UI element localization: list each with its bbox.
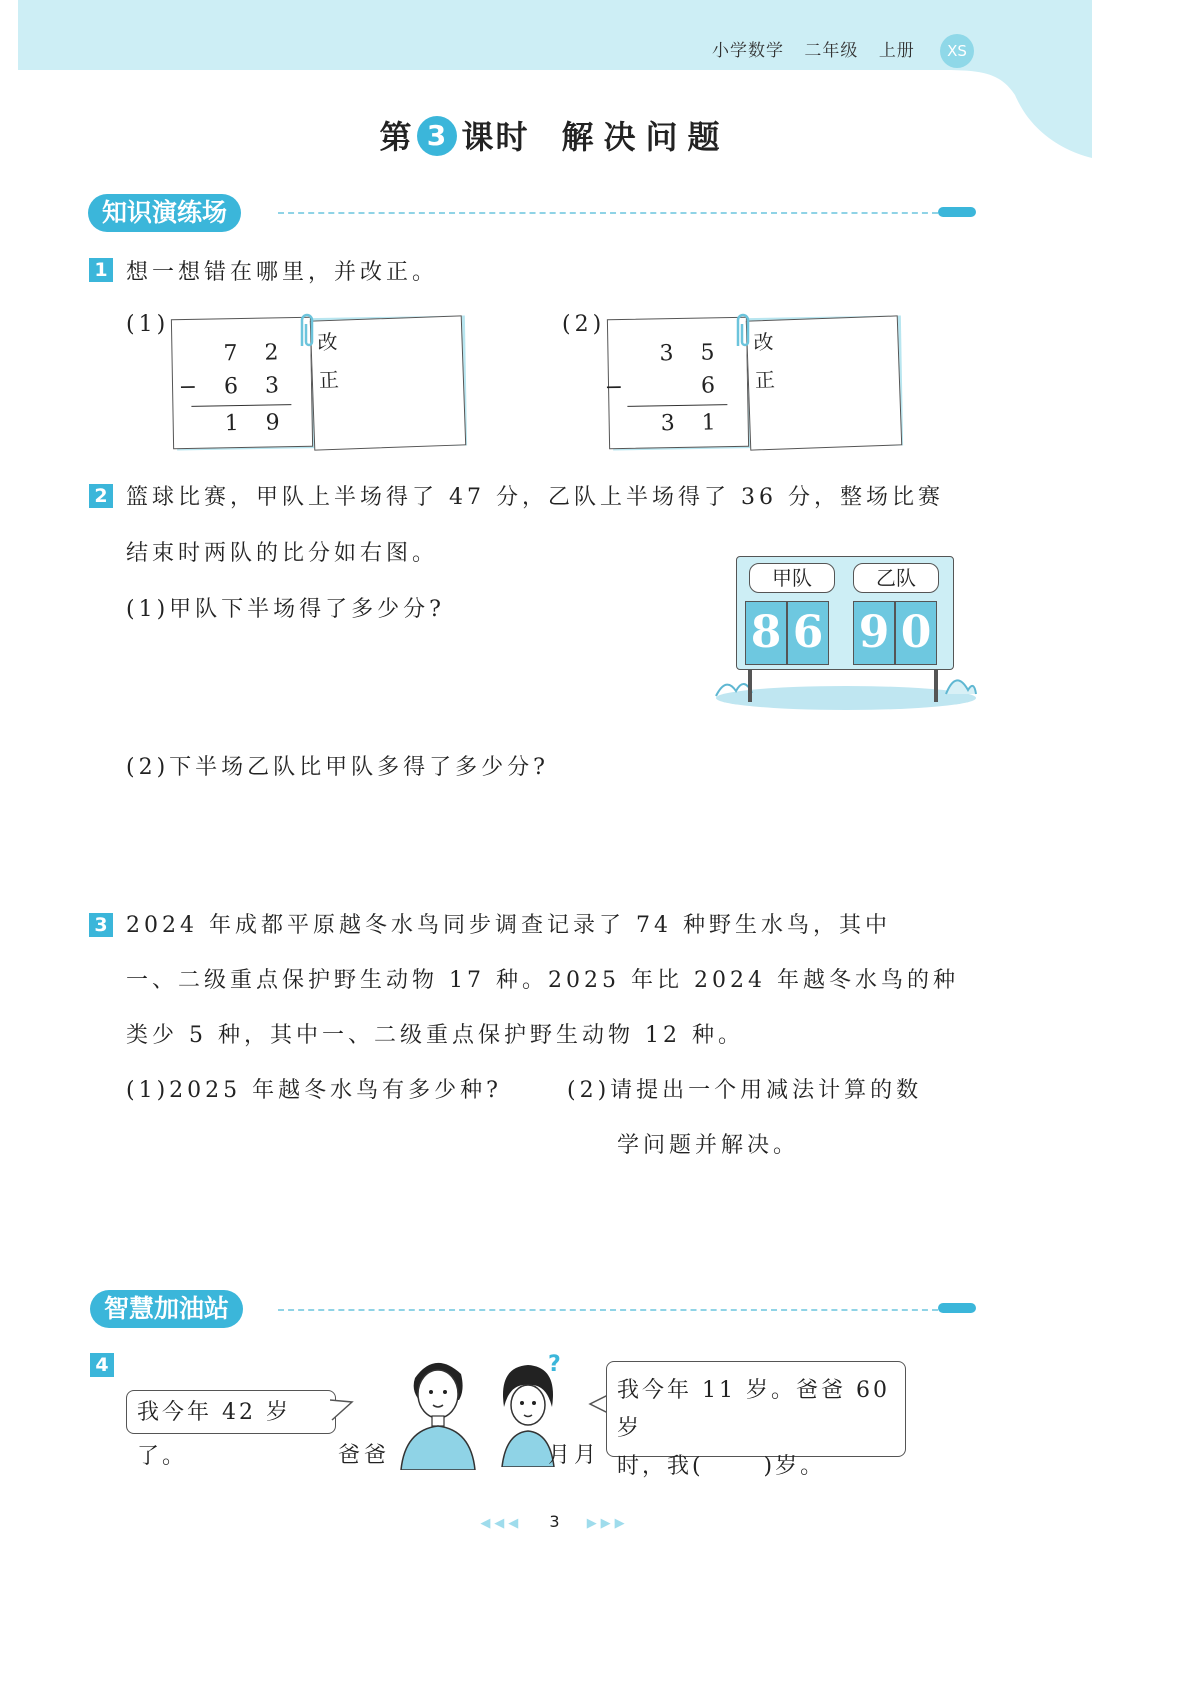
lesson-prefix: 第 bbox=[379, 118, 414, 156]
score-digit: 9 bbox=[853, 601, 895, 665]
lesson-title bbox=[0, 112, 1109, 159]
question-number-4: 4 bbox=[90, 1353, 114, 1377]
team-a-label: 甲队 bbox=[749, 563, 835, 593]
q1-part1-label: (1) bbox=[126, 312, 170, 337]
calc-subtrahend: − 6 3 bbox=[178, 373, 290, 401]
team-b-label: 乙队 bbox=[853, 563, 939, 593]
fix-label-2: 正 bbox=[754, 367, 776, 393]
question-3-sub-1: (1)2025 年越冬水鸟有多少种? bbox=[126, 1078, 502, 1103]
girl-speech-bubble bbox=[606, 1361, 906, 1479]
score-digit: 0 bbox=[895, 601, 937, 665]
question-number-1: 1 bbox=[89, 258, 113, 282]
section-divider bbox=[278, 212, 938, 214]
girl-speech-line-2[interactable]: 时，我( )岁。 bbox=[617, 1454, 826, 1479]
wrong-calc-card bbox=[171, 317, 313, 449]
next-arrows-icon: ▶▶▶ bbox=[586, 1516, 629, 1531]
bubble-tail-icon bbox=[330, 1398, 354, 1424]
fix-label-1: 改 bbox=[317, 329, 338, 355]
pen-icon bbox=[938, 1303, 976, 1313]
question-number-2: 2 bbox=[89, 484, 113, 508]
q1-part1-card bbox=[172, 312, 472, 457]
prev-arrows-icon: ◀◀◀ bbox=[480, 1516, 523, 1531]
pen-icon bbox=[938, 207, 976, 217]
page-footer bbox=[0, 1512, 1109, 1531]
book-info bbox=[712, 36, 915, 61]
fix-label-1: 改 bbox=[753, 329, 774, 355]
section-challenge-title: 智慧加油站 bbox=[90, 1290, 243, 1328]
question-mark-icon: ? bbox=[548, 1352, 561, 1377]
calc-minuend: 7 2 bbox=[223, 340, 289, 367]
question-2-line-1: 篮球比赛，甲队上半场得了 47 分，乙队上半场得了 36 分，整场比赛 bbox=[126, 485, 944, 510]
scoreboard bbox=[706, 556, 978, 716]
lesson-suffix: 课时 bbox=[461, 118, 530, 156]
calc-line bbox=[627, 404, 727, 407]
dad-speech-bubble bbox=[126, 1390, 336, 1469]
girl-label: 月月 bbox=[548, 1443, 601, 1468]
score-digit: 8 bbox=[745, 601, 787, 665]
question-2-line-2: 结束时两队的比分如右图。 bbox=[126, 541, 439, 566]
score-digit: 6 bbox=[787, 601, 829, 665]
wrong-calc-card bbox=[604, 317, 749, 449]
lesson-number-badge: 3 bbox=[417, 116, 457, 156]
question-2-sub-2: (2)下半场乙队比甲队多得了多少分? bbox=[126, 755, 549, 780]
q1-part2-label: (2) bbox=[562, 312, 606, 337]
lesson-topic: 解决问题 bbox=[561, 118, 730, 156]
correction-card[interactable] bbox=[746, 315, 902, 450]
calc-result: 1 9 bbox=[224, 410, 290, 437]
board-panel bbox=[736, 556, 954, 670]
correction-card[interactable] bbox=[310, 315, 466, 450]
calc-minuend: 3 5 bbox=[659, 340, 725, 367]
dad-speech-text: 我今年 42 岁了。 bbox=[137, 1400, 291, 1469]
question-3-line-1: 2024 年成都平原越冬水鸟同步调查记录了 74 种野生水鸟，其中 bbox=[126, 913, 891, 938]
girl-speech-line-1: 我今年 11 岁。爸爸 60 岁 bbox=[617, 1378, 890, 1441]
calc-result: 3 1 bbox=[660, 410, 726, 437]
q1-part2-card bbox=[604, 312, 908, 457]
paperclip-icon bbox=[294, 312, 318, 350]
question-1-text: 想一想错在哪里，并改正。 bbox=[126, 260, 439, 285]
volume-label: 上册 bbox=[878, 41, 915, 61]
question-number-3: 3 bbox=[89, 913, 113, 937]
paperclip-icon bbox=[730, 312, 754, 350]
calc-line bbox=[191, 404, 291, 407]
calc-subtrahend: − 6 bbox=[604, 373, 726, 401]
grade-label: 二年级 bbox=[804, 41, 859, 61]
section-divider bbox=[278, 1309, 938, 1311]
section-practice-title: 知识演练场 bbox=[88, 194, 241, 232]
fix-label-2: 正 bbox=[318, 367, 340, 393]
question-3-line-2: 一、二级重点保护野生动物 17 种。2025 年比 2024 年越冬水鸟的种 bbox=[126, 968, 959, 993]
question-2-sub-1: (1)甲队下半场得了多少分? bbox=[126, 597, 445, 622]
dad-label: 爸爸 bbox=[338, 1443, 391, 1468]
question-3-sub-2-line-1: (2)请提出一个用减法计算的数 bbox=[567, 1078, 923, 1103]
question-3-line-3: 类少 5 种，其中一、二级重点保护野生动物 12 种。 bbox=[126, 1023, 744, 1048]
dad-figure-icon bbox=[395, 1350, 481, 1470]
xs-badge: XS bbox=[940, 34, 974, 68]
page-number: 3 bbox=[549, 1512, 560, 1531]
subject-label: 小学数学 bbox=[712, 41, 784, 61]
question-3-sub-2-line-2: 学问题并解决。 bbox=[617, 1133, 800, 1158]
